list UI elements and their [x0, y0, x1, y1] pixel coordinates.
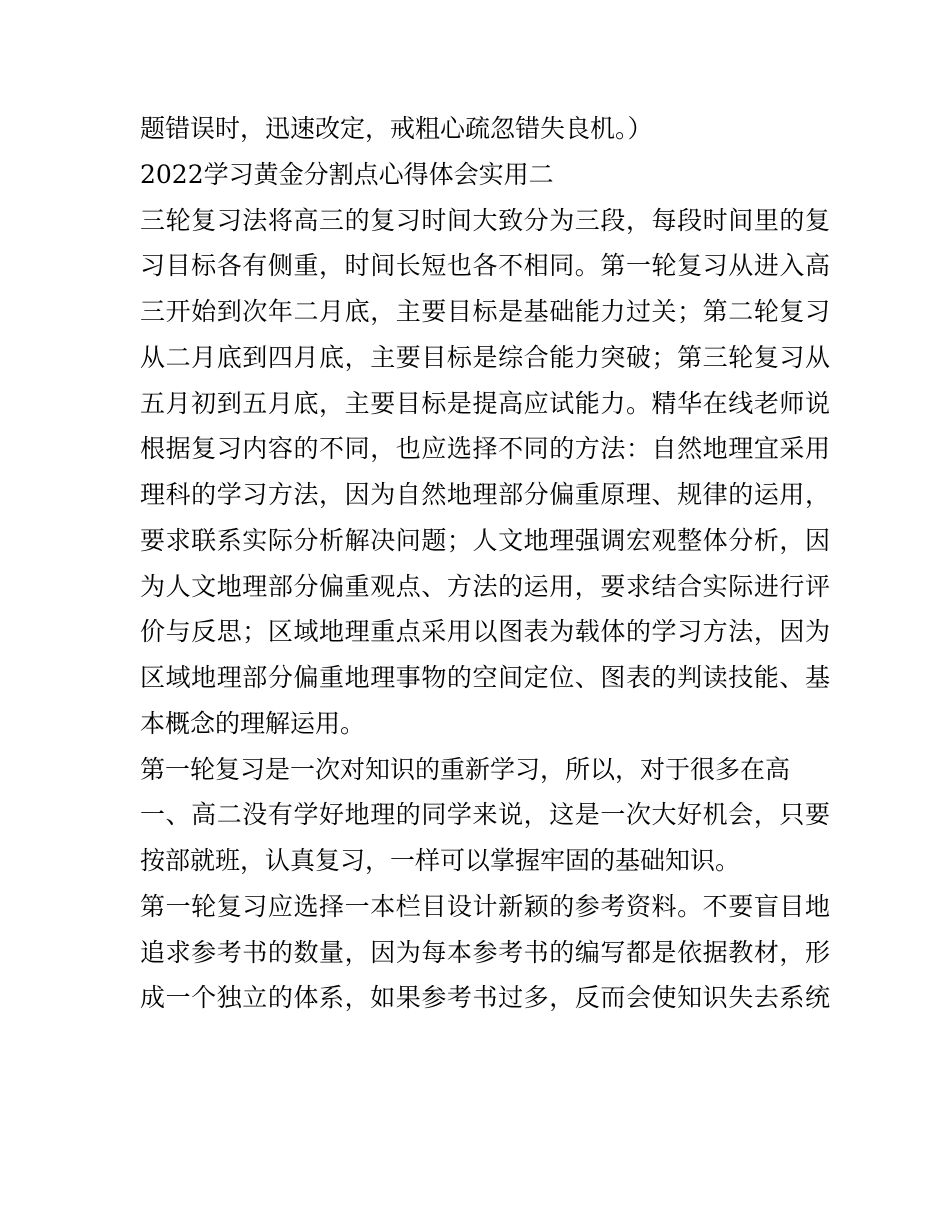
text-line: 成一个独立的体系，如果参考书过多，反而会使知识失去系统 [140, 983, 830, 1013]
text-line: 题错误时，迅速改定，戒粗心疏忽错失良机。） [140, 114, 653, 143]
text-line: 习目标各有侧重，时间长短也各不相同。第一轮复习从进入高 [140, 251, 830, 281]
text-line: 区域地理部分偏重地理事物的空间定位、图表的判读技能、基 [140, 663, 830, 692]
document-body [140, 106, 830, 1021]
text-line: 本概念的理解运用。 [140, 708, 366, 738]
text-line: 从二月底到四月底，主要目标是综合能力突破；第三轮复习从 [140, 342, 830, 372]
text-line: 价与反思；区域地理重点采用以图表为载体的学习方法，因为 [140, 617, 830, 647]
text-line: 根据复习内容的不同，也应选择不同的方法：自然地理宜采用 [140, 434, 830, 464]
text-line: 追求参考书的数量，因为每本参考书的编写都是依据教材，形 [140, 937, 830, 967]
section-title: 2022学习黄金分割点心得体会实用二 [140, 159, 554, 189]
text-line: 第一轮复习应选择一本栏目设计新颖的参考资料。不要盲目地 [140, 891, 830, 921]
text-line: 理科的学习方法，因为自然地理部分偏重原理、规律的运用， [140, 480, 830, 509]
text-line: 五月初到五月底，主要目标是提高应试能力。精华在线老师说 [140, 388, 830, 418]
text-line: 要求联系实际分析解决问题；人文地理强调宏观整体分析，因 [140, 525, 830, 555]
text-line: 第一轮复习是一次对知识的重新学习，所以，对于很多在高 [140, 754, 791, 784]
text-line: 三轮复习法将高三的复习时间大致分为三段，每段时间里的复 [140, 205, 830, 235]
text-line: 为人文地理部分偏重观点、方法的运用，要求结合实际进行评 [140, 571, 830, 601]
text-line: 一、高二没有学好地理的同学来说，这是一次大好机会，只要 [140, 800, 830, 830]
text-line: 按部就班，认真复习，一样可以掌握牢固的基础知识。 [140, 846, 741, 875]
text-line: 三开始到次年二月底，主要目标是基础能力过关；第二轮复习 [140, 297, 830, 326]
